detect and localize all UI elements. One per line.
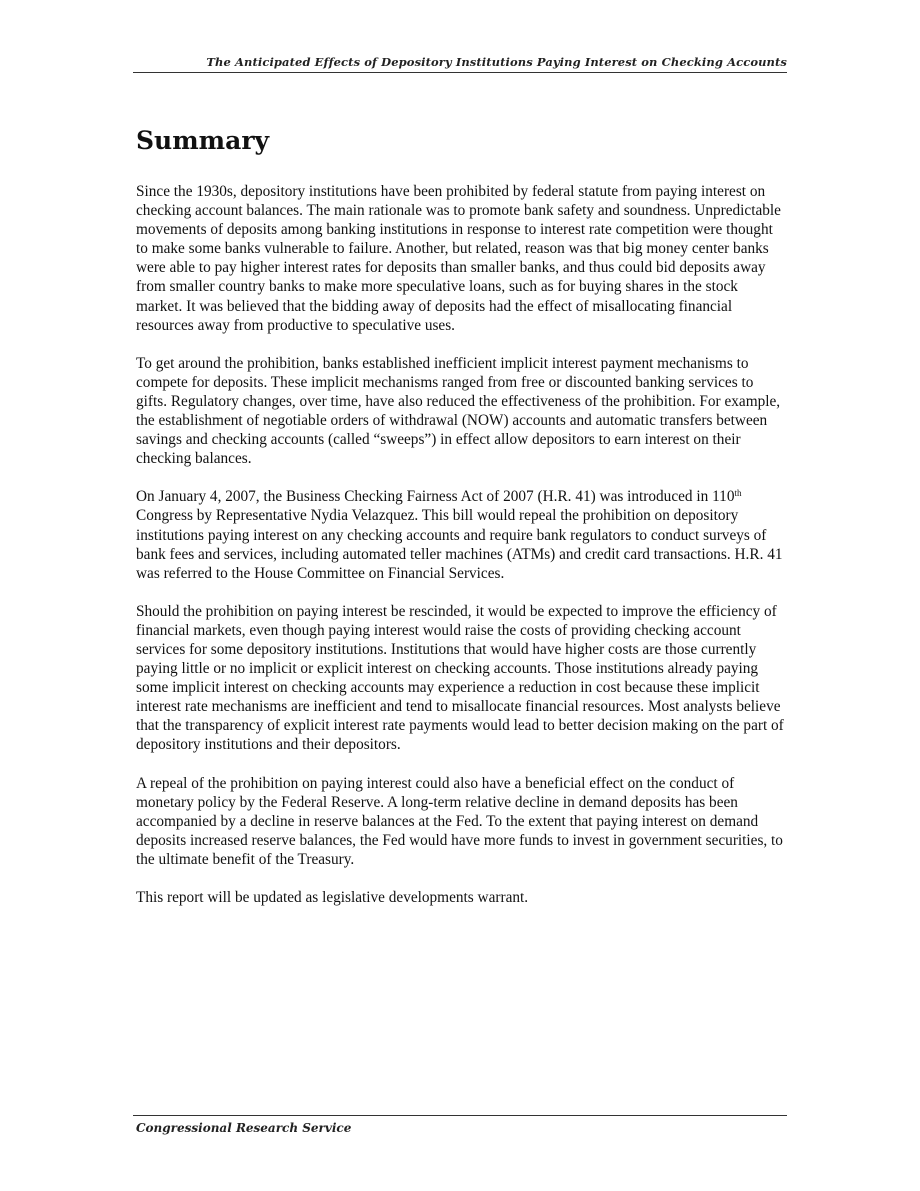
summary-paragraph-2: To get around the prohibition, banks established inefficient implicit interest payment mechanisms to compete for deposits. These implicit mechanisms ranged from free or discounted banking services to gifts. Regulatory changes, over time, have also reduced the effectiveness of the prohibition. For example, the establishment of negotiable orders of withdrawal (NOW) accounts and automatic transfers between savings and checking accounts (called “sweeps”) in effect allow depositors to earn interest on their checking balances. — [136, 354, 781, 468]
summary-paragraph-4: Should the prohibition on paying interest be rescinded, it would be expected to improve the efficiency of financial markets, even though paying interest would raise the costs of providing checking account services for some depository institutions. Institutions that would have higher costs are those currently paying little or no implicit or explicit interest on checking accounts. Those institutions already paying some implicit interest on checking accounts may experience a reduction in cost because these implicit interest rate mechanisms are inefficient and tend to misallocate financial resources. Most analysts believe that the transparency of explicit interest rate payments would lead to better decision making on the part of depository institutions and their depositors. — [136, 602, 784, 754]
summary-paragraph-5: A repeal of the prohibition on paying interest could also have a beneficial effect on the conduct of monetary policy by the Federal Reserve. A long-term relative decline in demand deposits has been accompanied by a decline in reserve balances at the Fed. To the extent that paying interest on demand deposits increased reserve balances, the Fed would have more funds to invest in government securities, to the ultimate benefit of the Treasury. — [136, 774, 783, 868]
ordinal-superscript: th — [734, 488, 742, 499]
summary-section — [136, 124, 786, 926]
page-title: Summary — [136, 126, 270, 155]
running-header-title: The Anticipated Effects of Depository Institutions Paying Interest on Checking Accounts — [206, 55, 787, 69]
paragraph-3-text-after: Congress by Representative Nydia Velazquez. This bill would repeal the prohibition on depository institutions paying interest on any checking accounts and require bank regulators to conduct surveys of bank fees and services, including automated teller machines (ATMs) and credit card transactions. H.R. 41 was referred to the House Committee on Financial Services. — [136, 507, 783, 582]
summary-paragraph-3 — [136, 487, 786, 582]
summary-paragraph-1: Since the 1930s, depository institutions have been prohibited by federal statute from paying interest on checking account balances. The main rationale was to promote bank safety and soundness. Unpredictable movements of deposits among banking institutions in response to interest rate competition were thought to make some banks vulnerable to failure. Another, but related, reason was that big money center banks were able to pay higher interest rates for deposits than smaller banks, and thus could bid deposits away from smaller country banks to make more speculative loans, such as for buying shares in the stock market. It was believed that the bidding away of deposits had the effect of misallocating financial resources away from productive to speculative uses. — [136, 183, 781, 334]
footer-organization: Congressional Research Service — [136, 1121, 352, 1135]
summary-paragraph-6: This report will be updated as legislative developments warrant. — [136, 889, 529, 906]
footer-divider — [133, 1115, 787, 1116]
paragraph-3-text-before: On January 4, 2007, the Business Checking Fairness Act of 2007 (H.R. 41) was introduced in 110 — [136, 488, 735, 506]
header-divider — [133, 72, 787, 73]
